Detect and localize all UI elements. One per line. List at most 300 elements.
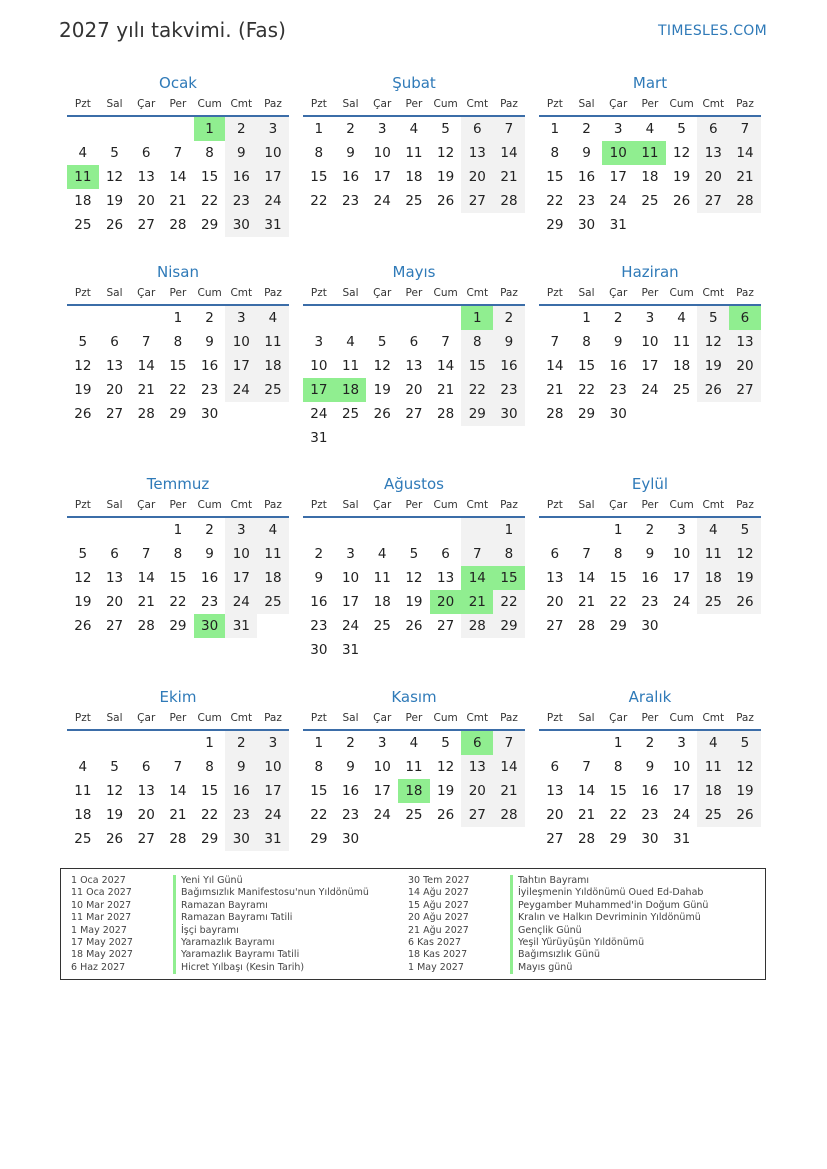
day-cell: 28 [546, 406, 564, 422]
day-grid [303, 117, 525, 213]
day-cell: 16 [493, 354, 525, 378]
day-cell: 21 [577, 594, 596, 610]
day-cell: 23 [310, 618, 328, 634]
empty-cell [461, 518, 493, 542]
day-cell: 11 [341, 358, 360, 374]
day-cell: 13 [105, 358, 124, 374]
empty-cell [67, 117, 99, 141]
day-cell: 14 [546, 358, 564, 374]
day-cell: 7 [461, 542, 493, 566]
holiday-day-cell: 18 [335, 378, 367, 402]
month-name: Kasım [391, 688, 437, 706]
day-cell: 12 [697, 330, 729, 354]
day-cell: 18 [641, 169, 659, 185]
weekday-label: Cmt [702, 712, 725, 724]
weekday-label: Paz [264, 98, 282, 110]
weekday-label: Sal [578, 499, 595, 511]
day-cell: 10 [341, 570, 360, 586]
weekday-label: Per [169, 712, 187, 724]
day-cell: 25 [697, 590, 729, 614]
day-cell: 22 [310, 193, 328, 209]
day-cell: 13 [546, 570, 564, 586]
holiday-row [408, 912, 708, 924]
empty-cell [99, 117, 131, 141]
page-title: 2027 yılı takvimi. (Fas) [59, 18, 286, 42]
weekday-label: Cmt [466, 499, 489, 511]
day-cell: 3 [346, 546, 355, 562]
day-cell: 22 [609, 594, 627, 610]
day-cell: 1 [314, 735, 324, 751]
day-cell: 21 [729, 165, 761, 189]
holiday-row [71, 962, 369, 974]
empty-cell [366, 518, 398, 542]
holiday-row [408, 925, 708, 937]
day-cell: 14 [169, 169, 187, 185]
holiday-day-cell: 11 [67, 165, 99, 189]
month-block [67, 686, 289, 851]
day-cell: 19 [105, 193, 124, 209]
day-cell: 5 [729, 731, 761, 755]
day-cell: 20 [105, 382, 124, 398]
day-cell: 6 [141, 759, 151, 775]
day-cell: 30 [201, 406, 219, 422]
day-cell: 20 [137, 807, 155, 823]
holiday-name: Bağımsızlık Günü [510, 949, 600, 961]
holiday-date: 14 Ağu 2027 [408, 887, 469, 899]
day-cell: 18 [405, 169, 423, 185]
day-cell: 23 [201, 382, 219, 398]
day-cell: 8 [493, 542, 525, 566]
day-cell: 5 [78, 546, 88, 562]
holiday-row [71, 912, 369, 924]
day-cell: 2 [645, 735, 655, 751]
weekday-label: Pzt [546, 98, 563, 110]
holiday-row [71, 875, 369, 887]
weekday-label: Paz [736, 499, 754, 511]
day-cell: 25 [641, 193, 659, 209]
weekday-label: Cum [669, 287, 694, 299]
day-grid [67, 518, 289, 638]
month-block [67, 261, 289, 426]
weekday-label: Sal [342, 712, 359, 724]
weekday-header [303, 708, 525, 731]
day-cell: 7 [441, 334, 450, 350]
day-cell: 24 [373, 193, 391, 209]
day-cell: 17 [609, 169, 627, 185]
day-grid [539, 731, 761, 851]
day-cell: 8 [314, 759, 324, 775]
day-cell: 18 [673, 358, 691, 374]
day-cell: 12 [105, 783, 124, 799]
weekday-label: Pzt [74, 287, 91, 299]
day-cell: 13 [729, 330, 761, 354]
holiday-date: 20 Ağu 2027 [408, 912, 469, 924]
day-cell: 23 [341, 807, 360, 823]
weekday-label: Çar [373, 712, 392, 724]
day-cell: 5 [110, 759, 119, 775]
month-name: Haziran [621, 263, 679, 281]
month-block [303, 686, 525, 851]
day-cell: 1 [205, 735, 214, 751]
day-cell: 14 [437, 358, 455, 374]
month-name: Mart [632, 74, 668, 92]
empty-cell [571, 731, 603, 755]
day-cell: 28 [577, 831, 596, 847]
day-cell: 15 [577, 358, 596, 374]
weekday-label: Cmt [466, 98, 489, 110]
holiday-date: 21 Ağu 2027 [408, 924, 469, 936]
day-cell: 29 [310, 831, 328, 847]
day-cell: 22 [609, 807, 627, 823]
weekday-label: Cmt [702, 98, 725, 110]
holiday-day-cell: 1 [194, 117, 226, 141]
day-cell: 1 [493, 518, 525, 542]
day-cell: 25 [405, 807, 423, 823]
holiday-row [408, 875, 708, 887]
weekday-label: Paz [500, 98, 518, 110]
weekday-label: Çar [609, 712, 628, 724]
day-cell: 3 [225, 306, 257, 330]
day-cell: 9 [225, 755, 257, 779]
day-cell: 26 [729, 590, 761, 614]
weekday-header [539, 94, 761, 117]
day-cell: 30 [225, 213, 257, 237]
weekday-label: Sal [578, 98, 595, 110]
day-cell: 29 [169, 406, 187, 422]
day-cell: 31 [257, 213, 289, 237]
day-cell: 28 [437, 406, 455, 422]
day-cell: 2 [225, 731, 257, 755]
day-cell: 3 [225, 518, 257, 542]
day-cell: 9 [346, 759, 355, 775]
day-cell: 27 [105, 406, 124, 422]
weekday-label: Per [169, 287, 187, 299]
day-cell: 10 [673, 759, 691, 775]
holiday-name: Yeşil Yürüyüşün Yıldönümü [510, 937, 644, 949]
day-cell: 24 [373, 807, 391, 823]
holiday-day-cell: 30 [194, 614, 226, 638]
empty-cell [162, 117, 194, 141]
day-cell: 11 [697, 542, 729, 566]
day-cell: 12 [673, 145, 691, 161]
weekday-label: Cum [669, 98, 694, 110]
day-cell: 9 [225, 141, 257, 165]
day-cell: 7 [493, 117, 525, 141]
day-grid [539, 117, 761, 237]
holiday-row [408, 900, 708, 912]
day-cell: 26 [437, 807, 455, 823]
weekday-label: Paz [264, 712, 282, 724]
day-cell: 27 [437, 618, 455, 634]
day-cell: 15 [609, 570, 627, 586]
day-cell: 25 [405, 193, 423, 209]
weekday-header [539, 495, 761, 518]
day-cell: 16 [641, 783, 659, 799]
day-cell: 3 [645, 310, 655, 326]
day-cell: 10 [373, 759, 391, 775]
day-cell: 17 [225, 566, 257, 590]
day-cell: 21 [169, 193, 187, 209]
day-cell: 17 [673, 783, 691, 799]
day-cell: 22 [201, 193, 219, 209]
weekday-label: Cmt [230, 98, 253, 110]
holiday-name: Tahtın Bayramı [510, 875, 589, 887]
day-cell: 13 [105, 570, 124, 586]
day-cell: 5 [697, 306, 729, 330]
holiday-name: İşçi bayramı [173, 925, 239, 937]
day-cell: 30 [493, 402, 525, 426]
day-cell: 18 [74, 807, 92, 823]
holiday-row [408, 949, 708, 961]
day-cell: 17 [257, 779, 289, 803]
month-block [539, 261, 761, 426]
day-cell: 17 [641, 358, 659, 374]
day-grid [303, 518, 525, 662]
day-cell: 13 [137, 169, 155, 185]
day-cell: 27 [546, 618, 564, 634]
day-cell: 21 [437, 382, 455, 398]
day-cell: 8 [205, 145, 214, 161]
day-cell: 4 [78, 145, 88, 161]
day-cell: 2 [346, 735, 355, 751]
day-cell: 30 [310, 642, 328, 658]
holiday-row [408, 962, 708, 974]
day-cell: 17 [341, 594, 360, 610]
day-cell: 15 [201, 169, 219, 185]
weekday-label: Sal [106, 287, 123, 299]
day-cell: 27 [729, 378, 761, 402]
weekday-label: Çar [609, 499, 628, 511]
day-cell: 28 [461, 614, 493, 638]
weekday-label: Pzt [74, 499, 91, 511]
weekday-label: Çar [137, 712, 156, 724]
day-cell: 4 [257, 306, 289, 330]
day-cell: 12 [437, 759, 455, 775]
day-cell: 10 [257, 141, 289, 165]
day-grid [539, 306, 761, 426]
empty-cell [303, 306, 335, 330]
empty-cell [398, 518, 430, 542]
weekday-label: Paz [736, 287, 754, 299]
day-cell: 22 [169, 594, 187, 610]
weekday-label: Sal [342, 98, 359, 110]
day-cell: 8 [173, 334, 183, 350]
day-cell: 4 [409, 121, 419, 137]
day-cell: 12 [437, 145, 455, 161]
day-cell: 14 [137, 358, 155, 374]
day-cell: 30 [577, 217, 596, 233]
weekday-label: Pzt [546, 499, 563, 511]
holiday-day-cell: 6 [729, 306, 761, 330]
weekday-label: Paz [736, 98, 754, 110]
day-cell: 4 [677, 310, 686, 326]
day-cell: 2 [645, 522, 655, 538]
month-block [303, 72, 525, 213]
day-cell: 18 [74, 193, 92, 209]
holiday-date: 11 Mar 2027 [71, 912, 132, 924]
holiday-name: İyileşmenin Yıldönümü Oued Ed-Dahab [510, 887, 703, 899]
day-cell: 27 [546, 831, 564, 847]
weekday-label: Paz [264, 287, 282, 299]
day-cell: 12 [74, 358, 92, 374]
day-cell: 28 [169, 831, 187, 847]
weekday-header [67, 94, 289, 117]
day-cell: 19 [74, 594, 92, 610]
empty-cell [99, 731, 131, 755]
day-cell: 16 [641, 570, 659, 586]
day-cell: 15 [169, 358, 187, 374]
day-cell: 6 [461, 117, 493, 141]
empty-cell [130, 518, 162, 542]
empty-cell [398, 306, 430, 330]
day-cell: 23 [641, 594, 659, 610]
day-cell: 30 [641, 831, 659, 847]
day-cell: 21 [493, 165, 525, 189]
weekday-label: Pzt [310, 98, 327, 110]
day-cell: 16 [201, 570, 219, 586]
day-cell: 21 [546, 382, 564, 398]
holiday-name: Bağımsızlık Manifestosu'nun Yıldönümü [173, 887, 369, 899]
empty-cell [130, 306, 162, 330]
day-cell: 19 [373, 382, 391, 398]
holiday-name: Gençlik Günü [510, 925, 582, 937]
weekday-label: Paz [500, 287, 518, 299]
day-cell: 31 [609, 217, 627, 233]
weekday-label: Cum [669, 712, 694, 724]
month-block [303, 473, 525, 662]
day-cell: 9 [645, 546, 655, 562]
month-block [303, 261, 525, 450]
weekday-label: Per [405, 98, 423, 110]
weekday-label: Cmt [230, 499, 253, 511]
day-cell: 3 [257, 117, 289, 141]
holiday-day-cell: 15 [493, 566, 525, 590]
weekday-label: Cmt [702, 499, 725, 511]
day-cell: 13 [461, 141, 493, 165]
day-cell: 22 [310, 807, 328, 823]
weekday-label: Çar [373, 499, 392, 511]
empty-cell [67, 518, 99, 542]
empty-cell [130, 117, 162, 141]
day-cell: 23 [577, 193, 596, 209]
day-grid [539, 518, 761, 638]
day-cell: 19 [673, 169, 691, 185]
day-cell: 9 [582, 145, 591, 161]
day-cell: 11 [405, 759, 423, 775]
weekday-label: Per [641, 287, 659, 299]
day-cell: 9 [314, 570, 324, 586]
day-cell: 6 [441, 546, 450, 562]
holiday-date: 15 Ağu 2027 [408, 899, 469, 911]
holiday-date: 6 Kas 2027 [408, 936, 462, 948]
day-cell: 26 [105, 831, 124, 847]
weekday-label: Per [641, 712, 659, 724]
weekday-header [303, 495, 525, 518]
brand-link[interactable]: TIMESLES.COM [658, 23, 767, 39]
empty-cell [335, 306, 367, 330]
day-cell: 2 [346, 121, 355, 137]
day-cell: 11 [697, 755, 729, 779]
day-cell: 29 [577, 406, 596, 422]
day-cell: 26 [673, 193, 691, 209]
holiday-date: 10 Mar 2027 [71, 899, 132, 911]
weekday-label: Cum [433, 712, 458, 724]
empty-cell [99, 306, 131, 330]
day-cell: 7 [173, 145, 183, 161]
day-cell: 6 [110, 334, 119, 350]
holiday-row [408, 887, 708, 899]
day-cell: 22 [577, 382, 596, 398]
day-cell: 13 [461, 755, 493, 779]
day-cell: 12 [74, 570, 92, 586]
day-cell: 10 [310, 358, 328, 374]
weekday-label: Cum [669, 499, 694, 511]
day-cell: 12 [405, 570, 423, 586]
day-cell: 20 [461, 165, 493, 189]
weekday-label: Per [641, 499, 659, 511]
day-cell: 3 [314, 334, 324, 350]
day-cell: 26 [437, 193, 455, 209]
day-cell: 3 [677, 522, 686, 538]
day-cell: 2 [613, 310, 623, 326]
day-cell: 15 [461, 354, 493, 378]
holiday-name: Hicret Yılbaşı (Kesin Tarih) [173, 962, 304, 974]
day-cell: 27 [105, 618, 124, 634]
day-cell: 10 [373, 145, 391, 161]
day-cell: 17 [373, 169, 391, 185]
day-cell: 15 [201, 783, 219, 799]
day-cell: 3 [613, 121, 623, 137]
day-cell: 4 [346, 334, 355, 350]
day-cell: 13 [546, 783, 564, 799]
empty-cell [303, 518, 335, 542]
day-cell: 8 [314, 145, 324, 161]
weekday-label: Pzt [310, 499, 327, 511]
weekday-label: Paz [736, 712, 754, 724]
day-cell: 29 [201, 831, 219, 847]
day-cell: 31 [673, 831, 691, 847]
weekday-label: Cum [433, 98, 458, 110]
day-cell: 25 [673, 382, 691, 398]
day-cell: 1 [582, 310, 591, 326]
day-cell: 14 [493, 141, 525, 165]
day-cell: 23 [341, 193, 360, 209]
weekday-label: Pzt [310, 712, 327, 724]
day-cell: 7 [729, 117, 761, 141]
holiday-date: 30 Tem 2027 [408, 875, 470, 886]
day-cell: 19 [729, 566, 761, 590]
day-cell: 24 [225, 590, 257, 614]
holiday-day-cell: 18 [398, 779, 430, 803]
day-cell: 8 [205, 759, 214, 775]
day-cell: 5 [729, 518, 761, 542]
weekday-label: Çar [137, 287, 156, 299]
weekday-label: Pzt [546, 712, 563, 724]
day-cell: 10 [673, 546, 691, 562]
day-cell: 26 [729, 803, 761, 827]
day-cell: 12 [105, 169, 124, 185]
weekday-label: Sal [106, 712, 123, 724]
holiday-list [60, 868, 766, 980]
weekday-label: Sal [342, 287, 359, 299]
day-cell: 6 [550, 546, 560, 562]
day-cell: 1 [550, 121, 560, 137]
weekday-header [303, 283, 525, 306]
day-cell: 26 [105, 217, 124, 233]
day-cell: 27 [137, 217, 155, 233]
empty-cell [162, 731, 194, 755]
day-cell: 16 [310, 594, 328, 610]
